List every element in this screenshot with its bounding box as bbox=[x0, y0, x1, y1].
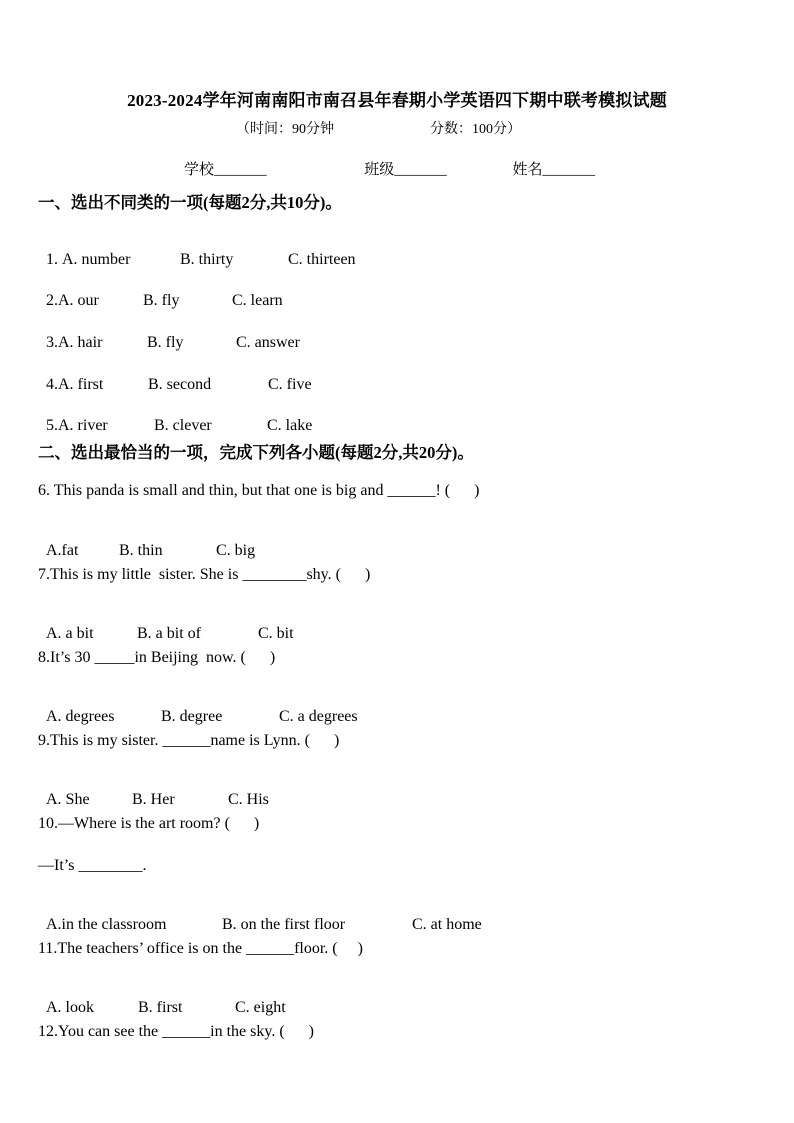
option-b: B. degree bbox=[161, 708, 223, 725]
option-b: B. a bit of bbox=[137, 625, 201, 642]
option-b: B. clever bbox=[154, 417, 212, 434]
options-6 bbox=[38, 524, 256, 560]
question-number: 2. bbox=[46, 292, 58, 309]
question-10-response: —It’s ________. bbox=[38, 857, 147, 874]
option-a: A. number bbox=[62, 251, 131, 268]
option-a: A. first bbox=[58, 376, 104, 393]
question-8: 8.It’s 30 _____in Beijing now. ( ) bbox=[38, 649, 276, 666]
option-a: A. degrees bbox=[46, 708, 115, 725]
time-limit: （时间：90分钟 bbox=[236, 122, 334, 137]
option-b: B. Her bbox=[132, 791, 175, 808]
options-11 bbox=[38, 981, 286, 1017]
option-c: C. learn bbox=[232, 292, 283, 309]
class-field: 班级_______ bbox=[364, 162, 447, 178]
section-heading-2: 二、选出最恰当的一项，完成下列各小题(每题2分,共20分)。 bbox=[38, 443, 474, 462]
question-5 bbox=[38, 399, 313, 435]
option-c: C. thirteen bbox=[288, 251, 356, 268]
option-a: A. our bbox=[58, 292, 99, 309]
option-a: A. river bbox=[58, 417, 108, 434]
option-c: C. a degrees bbox=[279, 708, 358, 725]
total-score: 分数：100分） bbox=[430, 122, 521, 137]
option-a: A. look bbox=[46, 999, 94, 1016]
option-b: B. second bbox=[148, 376, 212, 393]
section-heading-1: 一、选出不同类的一项(每题2分,共10分)。 bbox=[38, 193, 342, 212]
option-c: C. lake bbox=[267, 417, 313, 434]
school-field: 学校_______ bbox=[184, 162, 267, 178]
student-info bbox=[184, 158, 595, 179]
question-number: 5. bbox=[46, 417, 58, 434]
option-a: A. hair bbox=[58, 334, 103, 351]
option-c: C. eight bbox=[235, 999, 286, 1016]
question-2 bbox=[38, 274, 283, 310]
option-b: B. thirty bbox=[180, 251, 234, 268]
option-b: B. fly bbox=[147, 334, 184, 351]
question-11: 11.The teachers’ office is on the ______floor. ( ) bbox=[38, 940, 363, 957]
question-4 bbox=[38, 358, 312, 394]
option-b: B. on the first floor bbox=[222, 916, 346, 933]
question-number: 4. bbox=[46, 376, 58, 393]
option-c: C. answer bbox=[236, 334, 300, 351]
options-9 bbox=[38, 773, 269, 809]
option-a: A. She bbox=[46, 791, 90, 808]
options-10 bbox=[38, 898, 482, 934]
question-7: 7.This is my little sister. She is ________shy. ( ) bbox=[38, 566, 371, 583]
question-number: 3. bbox=[46, 334, 58, 351]
question-1 bbox=[38, 233, 356, 269]
option-a: A.fat bbox=[46, 542, 79, 559]
question-10: 10.—Where is the art room? ( ) bbox=[38, 815, 260, 832]
question-3 bbox=[38, 316, 300, 352]
question-6: 6. This panda is small and thin, but that one is big and ______! ( ) bbox=[38, 482, 480, 499]
option-c: C. His bbox=[228, 791, 269, 808]
exam-subtitle bbox=[236, 118, 521, 138]
option-c: C. at home bbox=[412, 916, 482, 933]
option-b: B. thin bbox=[119, 542, 163, 559]
option-b: B. fly bbox=[143, 292, 180, 309]
option-a: A. a bit bbox=[46, 625, 94, 642]
question-12: 12.You can see the ______in the sky. ( ) bbox=[38, 1023, 314, 1040]
option-b: B. first bbox=[138, 999, 183, 1016]
option-c: C. five bbox=[268, 376, 312, 393]
option-a: A.in the classroom bbox=[46, 916, 167, 933]
options-8 bbox=[38, 690, 358, 726]
options-7 bbox=[38, 607, 294, 643]
exam-title: 2023-2024学年河南南阳市南召县年春期小学英语四下期中联考模拟试题 bbox=[127, 91, 667, 110]
option-c: C. big bbox=[216, 542, 256, 559]
question-9: 9.This is my sister. ______name is Lynn. ( ) bbox=[38, 732, 340, 749]
name-field: 姓名_______ bbox=[512, 162, 596, 178]
option-c: C. bit bbox=[258, 625, 294, 642]
question-number: 1. bbox=[46, 251, 62, 268]
